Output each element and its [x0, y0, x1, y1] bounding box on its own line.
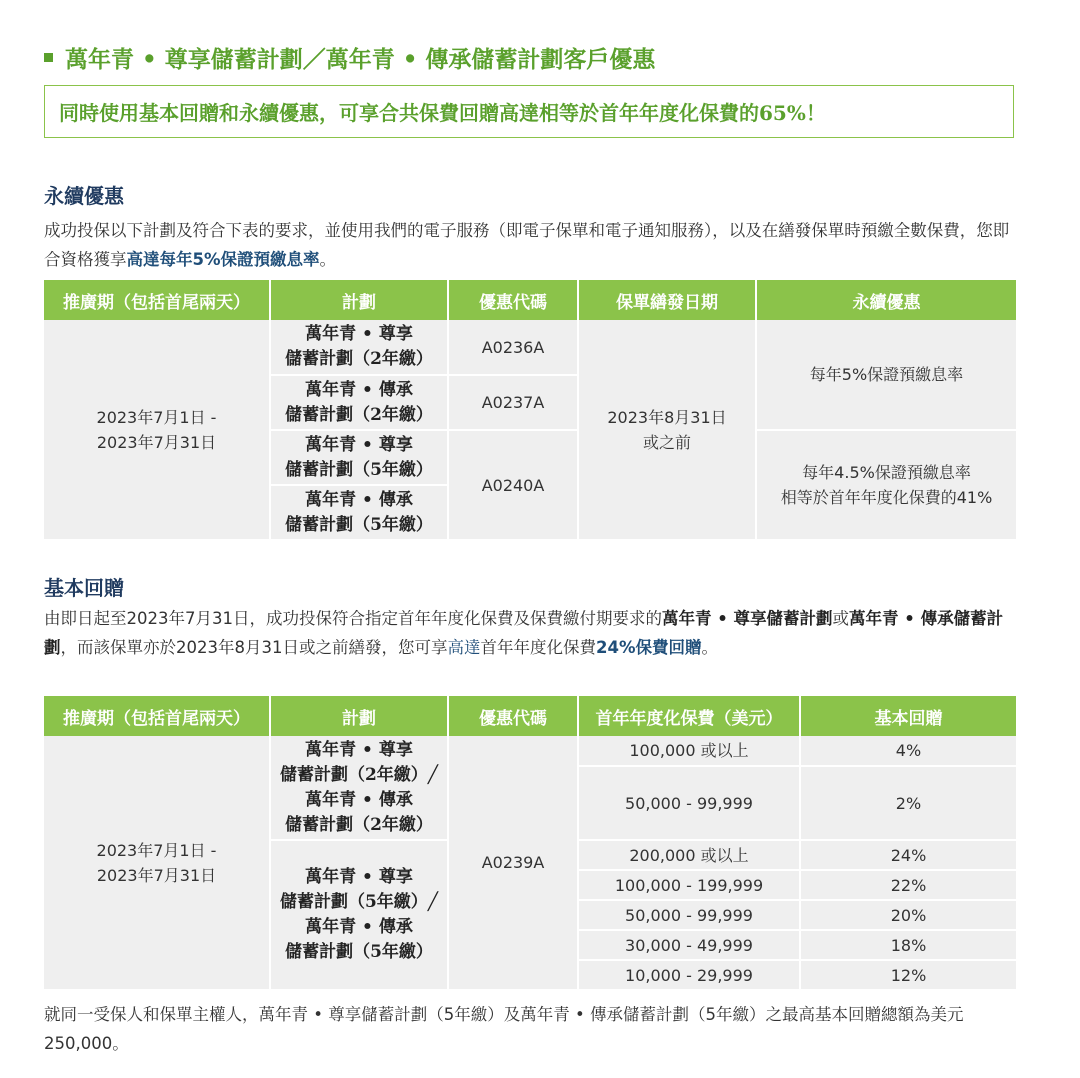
table-row [44, 736, 1016, 766]
plan-term: 儲蓄計劃（5年繳） [285, 514, 433, 535]
page-title-text: 萬年青 • 尊享儲蓄計劃／萬年青 • 傳承儲蓄計劃客戶優惠 [65, 45, 656, 73]
header-plan: 計劃 [270, 696, 448, 736]
premium-cell: 100,000 - 199,999 [578, 870, 800, 900]
header-code: 優惠代碼 [448, 696, 578, 736]
page-title [44, 40, 655, 74]
basic-desc-plan1: 萬年青 • 尊享儲蓄計劃 [662, 609, 833, 628]
period-end: 2023年7月31日 [96, 865, 217, 885]
plan-line: 萬年青 • 傳承 [305, 789, 413, 810]
table-header-row [44, 696, 1016, 736]
benefit-cell [756, 430, 1016, 540]
plan-term: 儲蓄計劃（2年繳） [285, 404, 433, 425]
premium-cell: 50,000 - 99,999 [578, 766, 800, 840]
plan-term: 儲蓄計劃（2年繳） [285, 349, 433, 369]
header-perpetual-benefit: 永續優惠 [756, 280, 1016, 320]
rebate-cell: 24% [800, 840, 1016, 870]
basic-description [44, 604, 1024, 662]
plan-cell [270, 320, 448, 375]
perpetual-description [44, 216, 1024, 274]
plan-line: 萬年青 • 傳承 [305, 917, 413, 937]
highlight-banner [44, 85, 1014, 138]
perpetual-offer-table [44, 280, 1016, 541]
basic-desc-e: ，而該保單亦於2023年8月31日或之前繕發，您可享 [60, 638, 448, 657]
period-end: 2023年7月31日 [96, 432, 217, 452]
perpetual-heading: 永續優惠 [44, 184, 124, 208]
basic-desc-f: 高達 [447, 638, 481, 657]
rebate-cell: 18% [800, 930, 1016, 960]
plan-group-cell [270, 840, 448, 990]
highlight-banner-text: 同時使用基本回贈和永續優惠，可享合共保費回贈高達相等於首年年度化保費的65%！ [59, 101, 826, 125]
premium-cell: 200,000 或以上 [578, 840, 800, 870]
benefit-cell [756, 320, 1016, 430]
offer-code-cell: A0237A [448, 375, 578, 430]
premium-cell: 50,000 - 99,999 [578, 900, 800, 930]
promo-period-cell [44, 736, 270, 990]
plan-name: 萬年青 • 傳承 [305, 489, 413, 510]
header-issue-date: 保單繕發日期 [578, 280, 756, 320]
period-start: 2023年7月1日 - [96, 407, 217, 427]
header-period: 推廣期（包括首尾兩天） [44, 696, 270, 736]
rebate-cell: 12% [800, 960, 1016, 990]
rebate-cell: 22% [800, 870, 1016, 900]
plan-line: 儲蓄計劃（5年繳） [285, 942, 433, 962]
basic-desc-a: 由即日起至2023年7月31日，成功投保符合指定首年年度化保費及保費繳付期要求的 [44, 609, 662, 628]
basic-desc-i: 。 [701, 638, 718, 657]
header-code: 優惠代碼 [448, 280, 578, 320]
benefit-subtext: 相等於首年年度化保費的41% [780, 488, 993, 507]
plan-group-cell [270, 736, 448, 840]
perpetual-desc-part1: 成功投保以下計劃及符合下表的要求，並使用我們的電子服務（即電子保單和電子通知服務），以及在繕發保單時預繳全數保費，您即合資格獲享 [44, 221, 1010, 269]
offer-code-cell: A0240A [448, 430, 578, 540]
benefit-text: 每年5%保證預繳息率 [809, 365, 964, 384]
issue-date-cell [578, 320, 756, 540]
issue-date-suffix: 或之前 [642, 432, 691, 452]
premium-cell: 100,000 或以上 [578, 736, 800, 766]
basic-desc-highlight: 24%保費回贈 [596, 638, 702, 657]
issue-date: 2023年8月31日 [607, 407, 727, 427]
promo-period-cell [44, 320, 270, 540]
rebate-cell: 4% [800, 736, 1016, 766]
plan-name: 萬年青 • 傳承 [305, 379, 413, 400]
plan-name: 萬年青 • 尊享 [305, 324, 413, 344]
plan-cell [270, 430, 448, 485]
table-row [44, 320, 1016, 375]
plan-name: 萬年青 • 尊享 [305, 434, 413, 455]
basic-desc-g: 首年年度化保費 [480, 638, 596, 657]
offer-code-cell: A0236A [448, 320, 578, 375]
plan-line: 儲蓄計劃（2年繳） [285, 814, 433, 835]
perpetual-desc-part2: 。 [319, 250, 337, 269]
benefit-text: 每年4.5%保證預繳息率 [802, 463, 971, 482]
perpetual-desc-highlight: 高達每年5%保證預繳息率 [126, 250, 320, 269]
basic-rebate-table [44, 696, 1016, 991]
table-header-row [44, 280, 1016, 320]
rebate-cell: 20% [800, 900, 1016, 930]
premium-cell: 10,000 - 29,999 [578, 960, 800, 990]
plan-cell [270, 375, 448, 430]
premium-cell: 30,000 - 49,999 [578, 930, 800, 960]
plan-line: 儲蓄計劃（2年繳）╱ [279, 764, 439, 785]
header-rebate: 基本回贈 [800, 696, 1016, 736]
offer-code-cell: A0239A [448, 736, 578, 990]
plan-cell [270, 485, 448, 540]
plan-line: 萬年青 • 尊享 [305, 867, 413, 887]
footnote: 就同一受保人和保單主權人，萬年青 • 尊享儲蓄計劃（5年繳）及萬年青 • 傳承儲蓄計劃（5年繳）之最高基本回贈總額為美元250,000。 [44, 1005, 964, 1053]
header-premium: 首年年度化保費（美元） [578, 696, 800, 736]
square-bullet-icon [44, 53, 53, 62]
plan-line: 萬年青 • 尊享 [305, 739, 413, 760]
basic-desc-c: 或 [832, 609, 850, 628]
header-period: 推廣期（包括首尾兩天） [44, 280, 270, 320]
rebate-cell: 2% [800, 766, 1016, 840]
period-start: 2023年7月1日 - [96, 840, 217, 860]
header-plan: 計劃 [270, 280, 448, 320]
basic-heading: 基本回贈 [44, 576, 124, 600]
plan-line: 儲蓄計劃（5年繳）╱ [279, 892, 439, 912]
plan-term: 儲蓄計劃（5年繳） [285, 459, 433, 480]
basic-desc-plan2: 萬年青 • 傳承儲蓄計劃 [44, 609, 1004, 657]
